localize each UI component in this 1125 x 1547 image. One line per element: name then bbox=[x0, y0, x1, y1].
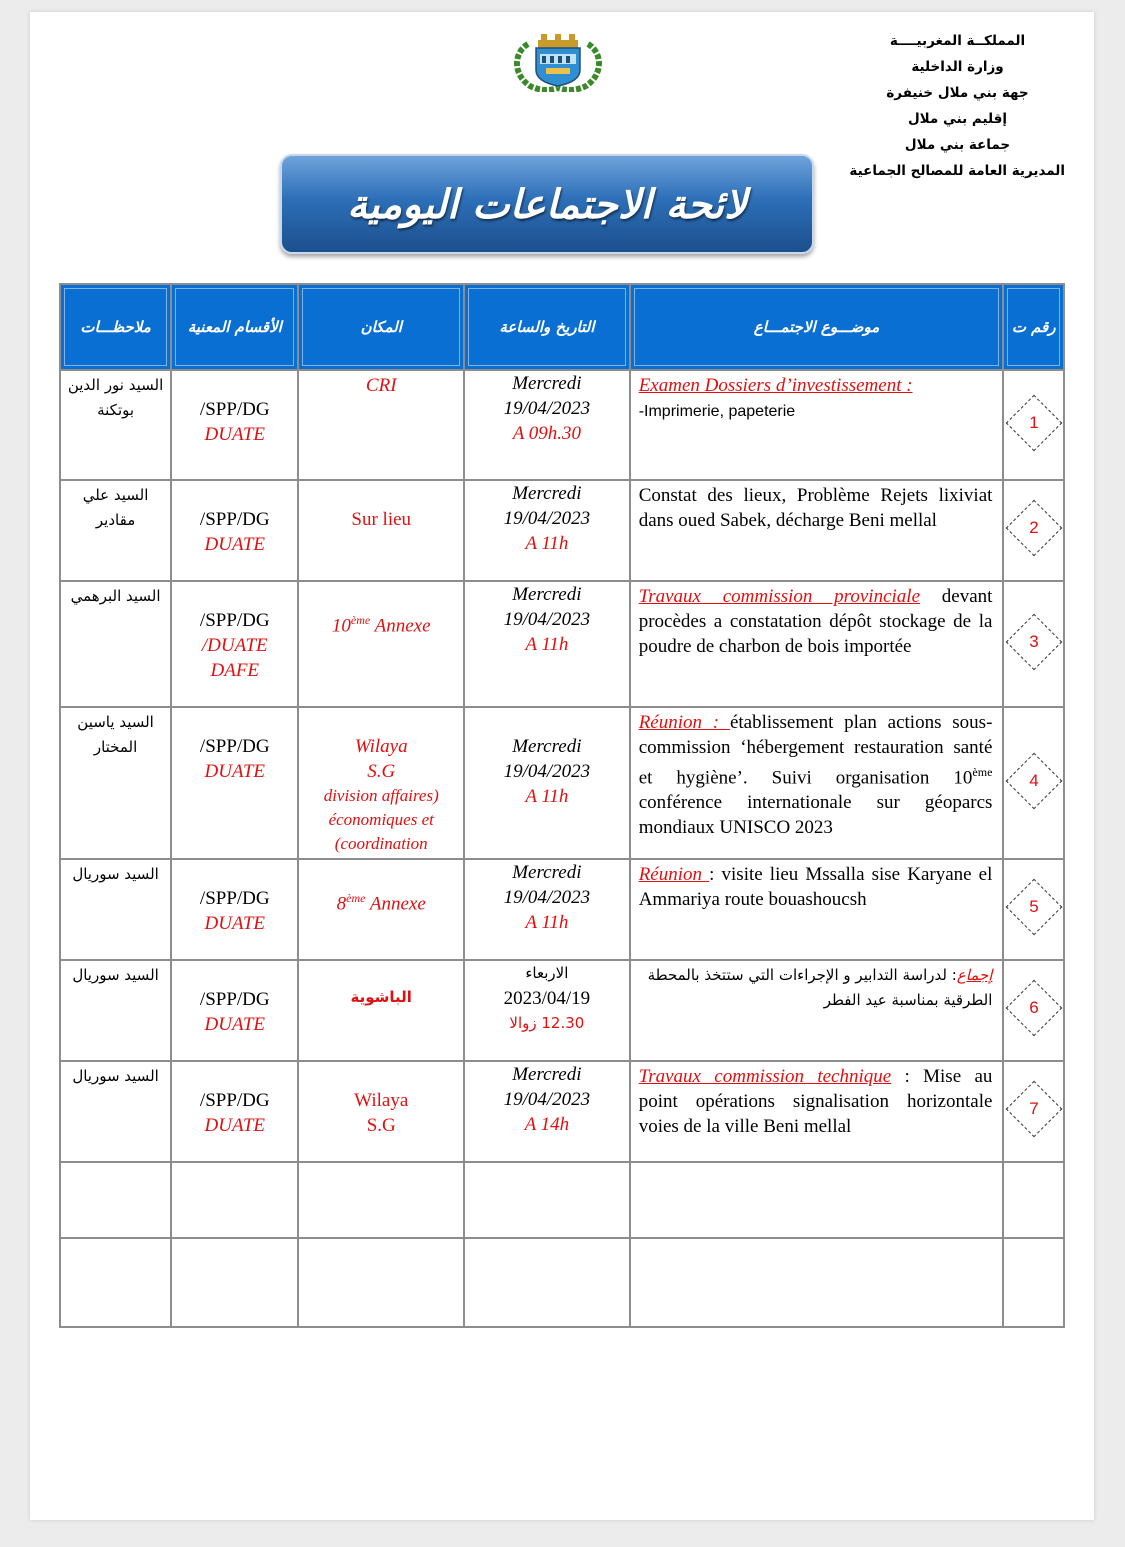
diamond-number-badge: 6 bbox=[1005, 980, 1062, 1037]
row-number-cell bbox=[1003, 581, 1064, 707]
place-cell bbox=[298, 707, 464, 859]
header-place: المكان bbox=[298, 284, 464, 370]
subject-cell bbox=[630, 960, 1004, 1061]
notes-cell: السيد سوريال bbox=[60, 960, 171, 1061]
meeting-place: S.G bbox=[366, 1115, 396, 1136]
annex-number: 8 bbox=[336, 893, 347, 915]
header-departments: الأقسام المعنية bbox=[171, 284, 298, 370]
subject-text: : visite lieu Mssalla sise Karyane el Ammariya route bouashoucsh bbox=[638, 864, 993, 910]
place-cell bbox=[298, 859, 464, 960]
subject-text: devant procèdes a constatation dépôt stockage de la poudre de charbon de bois importée bbox=[638, 586, 993, 657]
table-row bbox=[60, 581, 1064, 707]
notes-cell: السيد البرهمي bbox=[60, 581, 171, 707]
diamond-number-badge: 3 bbox=[1005, 613, 1062, 670]
department-line: DUATE bbox=[204, 761, 266, 782]
row-number-cell bbox=[1003, 707, 1064, 859]
annex-label: Annexe bbox=[370, 615, 431, 637]
subject-text: conférence internationale sur géoparcs mondiaux UNISCO 2023 bbox=[638, 792, 993, 839]
meeting-place: S.G bbox=[367, 761, 396, 782]
diamond-number-badge: 7 bbox=[1005, 1081, 1062, 1138]
header-line: جهة بني ملال خنيفرة bbox=[886, 85, 1029, 101]
subject-title: Réunion : bbox=[638, 712, 730, 733]
place-cell bbox=[298, 370, 464, 480]
annex-suffix: ème bbox=[350, 613, 371, 627]
meetings-table bbox=[59, 283, 1065, 1328]
meeting-time: A 11h bbox=[525, 634, 569, 655]
ordinal-suffix: ème bbox=[972, 765, 993, 779]
meeting-place: Wilaya bbox=[354, 736, 408, 757]
department-line: DAFE bbox=[210, 660, 260, 681]
subject-cell bbox=[630, 707, 1004, 859]
department-line: SPP/DG/ bbox=[199, 509, 270, 530]
meeting-day: Mercredi bbox=[512, 373, 582, 394]
empty-table-row bbox=[60, 1238, 1064, 1327]
subject-title: Travaux commission technique bbox=[638, 1066, 892, 1087]
meeting-day: Mercredi bbox=[512, 483, 582, 504]
meeting-place: Wilaya bbox=[354, 1090, 409, 1111]
subject-cell bbox=[630, 370, 1004, 480]
subject-text: Constat des lieux, Problème Rejets lixiviat dans oued Sabek, décharge Beni mellal bbox=[638, 485, 993, 531]
table-row bbox=[60, 859, 1064, 960]
meeting-date: 2023/04/19 bbox=[503, 988, 591, 1009]
subject-title: Examen Dossiers d’investissement : bbox=[638, 375, 913, 396]
department-line: DUATE bbox=[204, 913, 266, 934]
subject-title: Réunion bbox=[638, 864, 710, 885]
meeting-place-detail: (division affaires économiques et coordination) bbox=[323, 786, 439, 853]
header-date: التاريخ والساعة bbox=[464, 284, 630, 370]
department-line: SPP/DG/ bbox=[199, 736, 270, 757]
header-line: جماعة بني ملال bbox=[904, 137, 1011, 153]
departments-cell bbox=[171, 370, 298, 480]
header-line: المملكــة المغربيــــة bbox=[889, 33, 1026, 49]
department-line: SPP/DG/ bbox=[199, 610, 270, 631]
notes-cell: السيد سوريال bbox=[60, 859, 171, 960]
notes-cell: السيد علي مقادير bbox=[60, 480, 171, 581]
meeting-time: A 11h bbox=[525, 786, 569, 807]
row-number-cell bbox=[1003, 370, 1064, 480]
subject-cell bbox=[630, 859, 1004, 960]
date-cell bbox=[464, 581, 630, 707]
departments-cell bbox=[171, 960, 298, 1061]
place-cell bbox=[298, 960, 464, 1061]
meeting-date: 19/04/2023 bbox=[503, 1089, 591, 1110]
subject-text: : لدراسة التدابير و الإجراءات التي ستتخذ بالمحطة الطرقية بمناسبة عيد الفطر bbox=[647, 966, 993, 1009]
department-line: DUATE bbox=[204, 424, 266, 445]
table-row bbox=[60, 707, 1064, 859]
notes-cell: السيد سوريال bbox=[60, 1061, 171, 1162]
subject-text: : Mise au point opérations signalisation horizontale voies de la ville Beni mellal bbox=[638, 1066, 993, 1137]
meeting-date: 19/04/2023 bbox=[503, 609, 591, 630]
subject-title: إجماع bbox=[956, 966, 993, 984]
diamond-number-badge: 4 bbox=[1005, 752, 1062, 809]
date-cell bbox=[464, 480, 630, 581]
date-cell bbox=[464, 859, 630, 960]
meeting-place: الباشوية bbox=[350, 988, 412, 1006]
table-row bbox=[60, 1061, 1064, 1162]
departments-cell bbox=[171, 480, 298, 581]
departments-cell bbox=[171, 859, 298, 960]
notes-cell: السيد نور الدين بوتكنة bbox=[60, 370, 171, 480]
row-number-cell bbox=[1003, 859, 1064, 960]
header-num: رقم ت bbox=[1003, 284, 1064, 370]
row-number-cell bbox=[1003, 1061, 1064, 1162]
date-cell bbox=[464, 960, 630, 1061]
notes-cell: السيد ياسين المختار bbox=[60, 707, 171, 859]
row-number-cell bbox=[1003, 480, 1064, 581]
table-row bbox=[60, 480, 1064, 581]
department-line: DUATE bbox=[204, 1014, 266, 1035]
header-line: المديرية العامة للمصالح الجماعية bbox=[849, 163, 1065, 179]
subject-cell bbox=[630, 480, 1004, 581]
administrative-header bbox=[850, 28, 1065, 184]
place-cell bbox=[298, 581, 464, 707]
header-line: وزارة الداخلية bbox=[911, 59, 1004, 75]
table-row bbox=[60, 370, 1064, 480]
empty-table-row bbox=[60, 1162, 1064, 1238]
meeting-date: 19/04/2023 bbox=[503, 508, 591, 529]
subject-cell bbox=[630, 1061, 1004, 1162]
departments-cell bbox=[171, 581, 298, 707]
header-line: إقليم بني ملال bbox=[907, 111, 1008, 127]
diamond-number-badge: 1 bbox=[1005, 394, 1062, 451]
date-cell bbox=[464, 707, 630, 859]
meeting-date: 19/04/2023 bbox=[503, 887, 591, 908]
annex-suffix: ème bbox=[346, 891, 366, 905]
subject-text: établissement plan actions sous-commission ‘hébergement restauration santé et hygiène’. Suivi organisation 10 bbox=[638, 712, 993, 789]
table-row bbox=[60, 960, 1064, 1061]
title-banner bbox=[280, 154, 814, 254]
annex-number: 10 bbox=[331, 615, 351, 637]
meeting-time: 12.30 زوالا bbox=[509, 1014, 585, 1032]
diamond-number-badge: 2 bbox=[1005, 500, 1062, 557]
date-cell bbox=[464, 1061, 630, 1162]
subject-title: Travaux commission provinciale bbox=[638, 586, 921, 607]
department-line: DUATE/ bbox=[201, 635, 268, 656]
header-subject: موضـــوع الاجتمـــاع bbox=[630, 284, 1004, 370]
department-line: SPP/DG/ bbox=[199, 1090, 270, 1111]
header-notes: ملاحظـــات bbox=[60, 284, 171, 370]
subject-cell bbox=[630, 581, 1004, 707]
subject-text: -Imprimerie, papeterie bbox=[638, 403, 796, 420]
departments-cell bbox=[171, 1061, 298, 1162]
meeting-day: Mercredi bbox=[512, 1064, 582, 1085]
meeting-day: Mercredi bbox=[512, 584, 582, 605]
meeting-day: Mercredi bbox=[512, 862, 582, 883]
meeting-date: 19/04/2023 bbox=[503, 398, 591, 419]
meeting-place: Sur lieu bbox=[351, 509, 412, 530]
document-page bbox=[30, 12, 1094, 1520]
municipal-emblem-icon bbox=[508, 30, 608, 92]
meeting-day: Mercredi bbox=[512, 736, 582, 757]
department-line: DUATE bbox=[204, 1115, 266, 1136]
meeting-time: A 11h bbox=[525, 912, 569, 933]
date-cell bbox=[464, 370, 630, 480]
diamond-number-badge: 5 bbox=[1005, 879, 1062, 936]
place-cell bbox=[298, 480, 464, 581]
page-title: لائحة الاجتماعات اليومية bbox=[347, 180, 747, 228]
meeting-time: A 09h.30 bbox=[512, 423, 581, 444]
meeting-time: A 11h bbox=[525, 533, 569, 554]
department-line: SPP/DG/ bbox=[199, 399, 270, 420]
place-cell bbox=[298, 1061, 464, 1162]
departments-cell bbox=[171, 707, 298, 859]
meeting-place: CRI bbox=[365, 375, 397, 396]
row-number-cell bbox=[1003, 960, 1064, 1061]
department-line: DUATE bbox=[204, 534, 266, 555]
meeting-day: الاربعاء bbox=[525, 964, 569, 982]
table-header-row bbox=[60, 284, 1064, 370]
annex-label: Annexe bbox=[365, 893, 426, 915]
meeting-date: 19/04/2023 bbox=[503, 761, 591, 782]
department-line: SPP/DG/ bbox=[199, 989, 270, 1010]
meeting-time: A 14h bbox=[524, 1114, 570, 1135]
department-line: SPP/DG/ bbox=[199, 888, 270, 909]
